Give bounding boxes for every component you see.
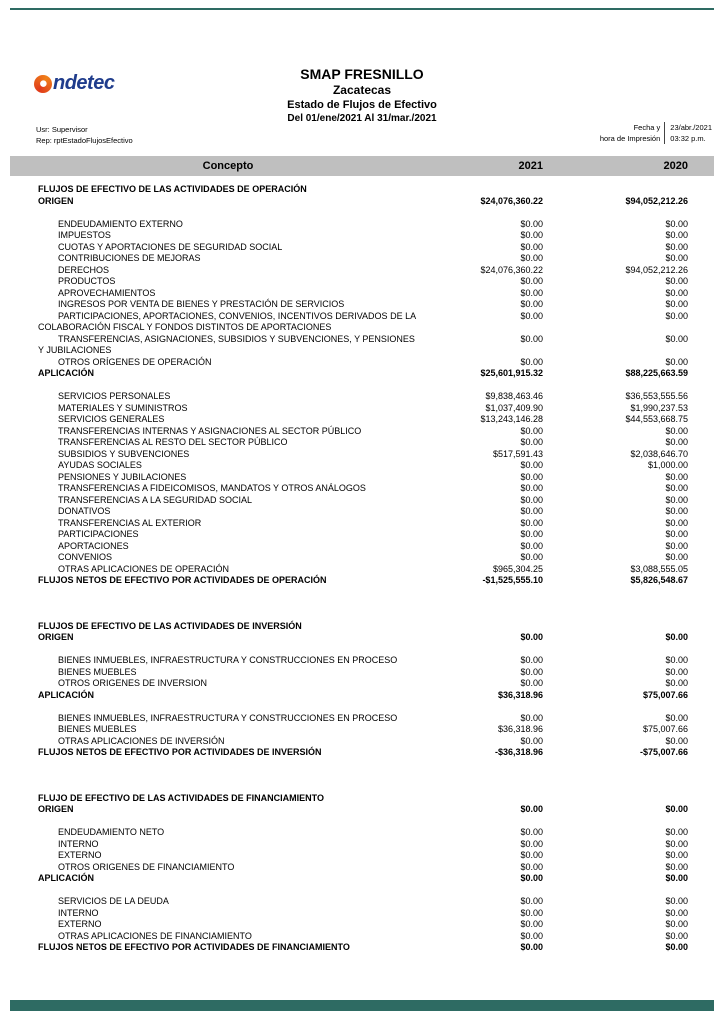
row-value-2021: $0.00 [520, 253, 543, 263]
row-label: DONATIVOS [58, 506, 111, 516]
row-label: ENDEUDAMIENTO EXTERNO [58, 218, 183, 229]
table-row [38, 253, 688, 265]
report-title: Estado de Flujos de Efectivo [287, 99, 437, 111]
row-value-2021: $0.00 [520, 287, 543, 298]
row-label: OTRAS APLICACIONES DE FINANCIAMIENTO [58, 930, 252, 941]
row-value-2020: $0.00 [665, 425, 688, 436]
row-label: TRANSFERENCIAS AL RESTO DEL SECTOR PÚBLICO [58, 437, 288, 447]
row-value-2021: $0.00 [520, 861, 543, 872]
row-value-2021: $25,601,915.32 [480, 368, 543, 378]
row-value-2020: $0.00 [665, 517, 688, 528]
row-label: IMPUESTOS [58, 230, 111, 240]
table-row [38, 265, 688, 277]
row-value-2020: -$75,007.66 [639, 747, 688, 757]
row-value-2020: $0.00 [665, 850, 688, 860]
table-row [38, 368, 688, 380]
row-label: TRANSFERENCIAS AL EXTERIOR [58, 517, 202, 528]
row-label: SERVICIOS DE LA DEUDA [58, 896, 169, 906]
row-value-2021: $0.00 [520, 356, 543, 367]
row-label: BIENES MUEBLES [58, 724, 137, 734]
table-row [38, 873, 688, 885]
entity-name: SMAP FRESNILLO [300, 66, 424, 82]
table-spacer [38, 816, 688, 828]
row-label: APLICACIÓN [38, 689, 94, 700]
row-label: BIENES INMUEBLES, INFRAESTRUCTURA Y CONSTRUCCIONES EN PROCESO [58, 655, 398, 665]
row-label: DERECHOS [58, 264, 110, 275]
table-row [38, 793, 688, 805]
row-value-2021: $0.00 [520, 655, 543, 665]
row-label: TRANSFERENCIAS, ASIGNACIONES, SUBSIDIOS Y SUBVENCIONES, Y PENSIONES Y JUBILACIONES [38, 333, 415, 355]
row-value-2021: $0.00 [520, 471, 543, 482]
table-row [38, 288, 688, 300]
row-value-2021: $9,838,463.46 [485, 391, 543, 401]
row-label: FLUJOS NETOS DE EFECTIVO POR ACTIVIDADES DE OPERACIÓN [38, 575, 327, 585]
table-row [38, 896, 688, 908]
table-row [38, 736, 688, 748]
table-row [38, 908, 688, 920]
row-label: TRANSFERENCIAS A LA SEGURIDAD SOCIAL [58, 494, 253, 505]
row-value-2021: $36,318.96 [497, 689, 543, 700]
row-value-2020: $0.00 [665, 930, 688, 941]
table-row [38, 529, 688, 541]
bottom-bar [10, 1000, 714, 1011]
row-label: OTRAS APLICACIONES DE INVERSIÓN [58, 735, 225, 746]
row-value-2021: $965,304.25 [492, 563, 543, 574]
row-value-2020: $0.00 [665, 276, 688, 286]
row-value-2020: $0.00 [665, 873, 688, 883]
row-value-2020: $0.00 [665, 552, 688, 562]
table-row [38, 460, 688, 472]
print-date-label: Fecha y [633, 123, 661, 132]
row-value-2020: $0.00 [665, 712, 688, 723]
row-value-2020: $3,088,555.05 [630, 563, 688, 574]
print-time-value: 03:32 p.m. [664, 133, 712, 144]
table-spacer [38, 207, 688, 219]
table-row [38, 804, 688, 816]
table-row [38, 942, 688, 954]
row-value-2020: $0.00 [665, 804, 688, 814]
row-value-2020: $0.00 [665, 838, 688, 849]
row-label: BIENES MUEBLES [58, 666, 137, 677]
row-value-2021: $0.00 [520, 276, 543, 286]
row-label: MATERIALES Y SUMINISTROS [58, 402, 188, 413]
table-row [38, 747, 688, 759]
row-value-2020: $2,038,646.70 [630, 448, 688, 459]
table-spacer [38, 759, 688, 793]
table-row [38, 242, 688, 254]
table-row [38, 518, 688, 530]
table-row [38, 506, 688, 518]
row-value-2021: $0.00 [520, 494, 543, 505]
row-value-2020: $75,007.66 [642, 689, 688, 700]
row-value-2020: $0.00 [665, 333, 688, 344]
row-value-2021: $36,318.96 [497, 724, 543, 734]
table-row [38, 724, 688, 736]
row-label: APLICACIÓN [38, 368, 94, 378]
row-value-2021: -$36,318.96 [494, 747, 543, 757]
row-label: SUBSIDIOS Y SUBVENCIONES [58, 448, 190, 459]
row-value-2021: $0.00 [520, 850, 543, 860]
row-label: INTERNO [58, 907, 99, 918]
row-value-2021: $0.00 [520, 299, 543, 309]
row-value-2021: $0.00 [520, 712, 543, 723]
row-label: EXTERNO [58, 850, 102, 860]
print-info [600, 122, 712, 144]
table-row [38, 414, 688, 426]
row-value-2020: $44,553,668.75 [625, 414, 688, 424]
row-value-2021: $1,037,409.90 [485, 402, 543, 413]
table-row [38, 219, 688, 231]
row-value-2021: $0.00 [520, 241, 543, 252]
row-value-2020: $0.00 [665, 483, 688, 493]
row-value-2021: $0.00 [520, 873, 543, 883]
row-value-2020: $1,990,237.53 [630, 402, 688, 413]
table-row [38, 357, 688, 369]
user-label: Usr: Supervisor [36, 125, 88, 134]
row-value-2020: $0.00 [665, 253, 688, 263]
row-label: SERVICIOS GENERALES [58, 414, 165, 424]
row-value-2020: $0.00 [665, 218, 688, 229]
row-label: PARTICIPACIONES [58, 529, 139, 539]
row-value-2020: $0.00 [665, 540, 688, 551]
row-value-2021: $0.00 [520, 678, 543, 688]
row-value-2020: $75,007.66 [642, 724, 688, 734]
row-label: FLUJO DE EFECTIVO DE LAS ACTIVIDADES DE FINANCIAMIENTO [38, 792, 325, 803]
table-row [38, 437, 688, 449]
table-row [38, 334, 688, 357]
table-spacer [38, 380, 688, 392]
row-value-2020: $94,052,212.26 [625, 195, 688, 206]
table-row [38, 655, 688, 667]
table-row [38, 449, 688, 461]
entity-state: Zacatecas [332, 83, 392, 97]
row-value-2021: $0.00 [520, 460, 543, 470]
row-value-2020: $0.00 [665, 678, 688, 688]
table-row [38, 495, 688, 507]
row-value-2021: $0.00 [520, 735, 543, 746]
row-label: ORIGEN [38, 632, 74, 642]
row-value-2021: $24,076,360.22 [480, 195, 543, 206]
row-value-2021: $0.00 [520, 517, 543, 528]
row-value-2020: $0.00 [665, 356, 688, 367]
row-value-2020: $0.00 [665, 506, 688, 516]
row-value-2020: $0.00 [665, 655, 688, 665]
row-value-2021: $0.00 [520, 804, 543, 814]
row-value-2021: $0.00 [520, 632, 543, 642]
table-header [10, 156, 714, 176]
table-row [38, 230, 688, 242]
table-spacer [38, 701, 688, 713]
row-value-2020: $0.00 [665, 896, 688, 906]
row-value-2020: $36,553,555.56 [625, 391, 688, 401]
row-label: OTROS ORIGENES DE FINANCIAMIENTO [58, 861, 235, 872]
table-row [38, 311, 688, 334]
print-date-value: 23/abr./2021 [664, 122, 712, 133]
row-label: OTRAS APLICACIONES DE OPERACIÓN [58, 563, 230, 574]
table-row [38, 276, 688, 288]
user-info [36, 124, 133, 146]
row-label: CONTRIBUCIONES DE MEJORAS [58, 253, 201, 263]
row-value-2021: $0.00 [520, 942, 543, 952]
table-row [38, 483, 688, 495]
row-value-2021: $0.00 [520, 827, 543, 837]
row-value-2021: $0.00 [520, 838, 543, 849]
table-row [38, 862, 688, 874]
table-row [38, 919, 688, 931]
row-value-2020: $0.00 [665, 907, 688, 918]
report-id-label: Rep: rptEstadoFlujosEfectivo [36, 136, 133, 145]
table-row [38, 621, 688, 633]
row-label: TRANSFERENCIAS INTERNAS Y ASIGNACIONES AL SECTOR PÚBLICO [58, 425, 362, 436]
table-row [38, 632, 688, 644]
row-value-2021: $0.00 [520, 666, 543, 677]
row-label: INTERNO [58, 838, 99, 849]
row-value-2021: $0.00 [520, 506, 543, 516]
row-value-2021: $0.00 [520, 552, 543, 562]
row-value-2020: $0.00 [665, 494, 688, 505]
row-value-2021: $24,076,360.22 [480, 264, 543, 275]
table-row [38, 472, 688, 484]
row-value-2020: $0.00 [665, 471, 688, 482]
table-spacer [38, 644, 688, 656]
table-row [38, 541, 688, 553]
top-rule [10, 8, 714, 10]
row-label: APORTACIONES [58, 540, 129, 551]
row-value-2021: $0.00 [520, 437, 543, 447]
table-body [10, 176, 714, 998]
row-value-2020: $88,225,663.59 [625, 368, 688, 378]
row-label: OTROS ORIGENES DE INVERSION [58, 678, 208, 688]
table-row [38, 931, 688, 943]
row-value-2020: $0.00 [665, 529, 688, 539]
column-header-2021: 2021 [518, 160, 543, 172]
row-label: FLUJOS DE EFECTIVO DE LAS ACTIVIDADES DE OPERACIÓN [38, 184, 307, 194]
row-value-2020: $0.00 [665, 230, 688, 240]
row-value-2020: $0.00 [665, 666, 688, 677]
row-value-2020: $0.00 [665, 735, 688, 746]
row-label: PRODUCTOS [58, 276, 116, 286]
table-row [38, 403, 688, 415]
row-label: FLUJOS DE EFECTIVO DE LAS ACTIVIDADES DE INVERSIÓN [38, 620, 302, 631]
row-label: FLUJOS NETOS DE EFECTIVO POR ACTIVIDADES DE INVERSIÓN [38, 747, 322, 757]
table-row [38, 839, 688, 851]
row-value-2021: $13,243,146.28 [480, 414, 543, 424]
row-value-2020: $0.00 [665, 241, 688, 252]
indetec-logo-text: ndetec [53, 72, 115, 94]
row-value-2021: $0.00 [520, 930, 543, 941]
row-value-2020: $5,826,548.67 [630, 575, 688, 585]
table-row [38, 184, 688, 196]
row-label: APLICACIÓN [38, 873, 94, 883]
row-value-2021: $0.00 [520, 425, 543, 436]
row-value-2020: $0.00 [665, 827, 688, 837]
row-label: ORIGEN [38, 195, 74, 206]
table-row [38, 690, 688, 702]
row-label: SERVICIOS PERSONALES [58, 391, 171, 401]
table-row [38, 564, 688, 576]
table-spacer [38, 885, 688, 897]
table-row [38, 713, 688, 725]
row-label: APROVECHAMIENTOS [58, 287, 156, 298]
table-row [38, 575, 688, 587]
row-value-2020: $0.00 [665, 919, 688, 929]
row-label: AYUDAS SOCIALES [58, 460, 142, 470]
row-value-2021: $0.00 [520, 529, 543, 539]
table-row [38, 850, 688, 862]
column-header-concepto: Concepto [202, 160, 254, 172]
column-header-2020: 2020 [663, 160, 688, 172]
row-value-2021: $0.00 [520, 896, 543, 906]
row-label: BIENES INMUEBLES, INFRAESTRUCTURA Y CONSTRUCCIONES EN PROCESO [58, 712, 398, 723]
row-value-2021: $517,591.43 [492, 448, 543, 459]
table-row [38, 827, 688, 839]
print-time-label: hora de Impresión [599, 134, 661, 143]
row-value-2021: $0.00 [520, 919, 543, 929]
row-value-2021: $0.00 [520, 218, 543, 229]
table-row [38, 552, 688, 564]
table-spacer [38, 587, 688, 621]
table-row [38, 678, 688, 690]
row-value-2020: $94,052,212.26 [625, 264, 688, 275]
row-value-2020: $0.00 [665, 299, 688, 309]
report-header [0, 66, 724, 125]
row-label: OTROS ORÍGENES DE OPERACIÓN [58, 356, 212, 367]
table-row [38, 391, 688, 403]
row-value-2021: $0.00 [520, 540, 543, 551]
row-value-2021: $0.00 [520, 483, 543, 493]
row-value-2020: $0.00 [665, 287, 688, 298]
row-value-2020: $0.00 [665, 437, 688, 447]
row-label: FLUJOS NETOS DE EFECTIVO POR ACTIVIDADES DE FINANCIAMIENTO [38, 942, 350, 952]
row-value-2020: $0.00 [665, 310, 688, 321]
row-value-2020: $0.00 [665, 861, 688, 872]
row-label: PENSIONES Y JUBILACIONES [58, 471, 187, 482]
row-label: ENDEUDAMIENTO NETO [58, 827, 165, 837]
row-value-2020: $0.00 [665, 942, 688, 952]
row-value-2020: $1,000.00 [647, 460, 688, 470]
row-label: PARTICIPACIONES, APORTACIONES, CONVENIOS, INCENTIVOS DERIVADOS DE LA COLABORACIÓN FISCAL Y FONDOS DISTINTOS DE APORTACIONES [38, 310, 416, 332]
row-label: EXTERNO [58, 919, 102, 929]
row-label: TRANSFERENCIAS A FIDEICOMISOS, MANDATOS Y OTROS ANÁLOGOS [58, 483, 366, 493]
row-label: ORIGEN [38, 804, 74, 814]
row-value-2021: $0.00 [520, 230, 543, 240]
table-row [38, 426, 688, 438]
row-value-2020: $0.00 [665, 632, 688, 642]
row-value-2021: $0.00 [520, 333, 543, 344]
row-label: CUOTAS Y APORTACIONES DE SEGURIDAD SOCIAL [58, 241, 283, 252]
table-row [38, 299, 688, 311]
row-value-2021: $0.00 [520, 310, 543, 321]
report-period: Del 01/ene/2021 Al 31/mar./2021 [287, 113, 437, 124]
row-label: INGRESOS POR VENTA DE BIENES Y PRESTACIÓN DE SERVICIOS [58, 299, 345, 309]
row-value-2021: $0.00 [520, 907, 543, 918]
row-value-2021: -$1,525,555.10 [482, 575, 543, 585]
table-row [38, 196, 688, 208]
table-row [38, 667, 688, 679]
row-label: CONVENIOS [58, 552, 113, 562]
